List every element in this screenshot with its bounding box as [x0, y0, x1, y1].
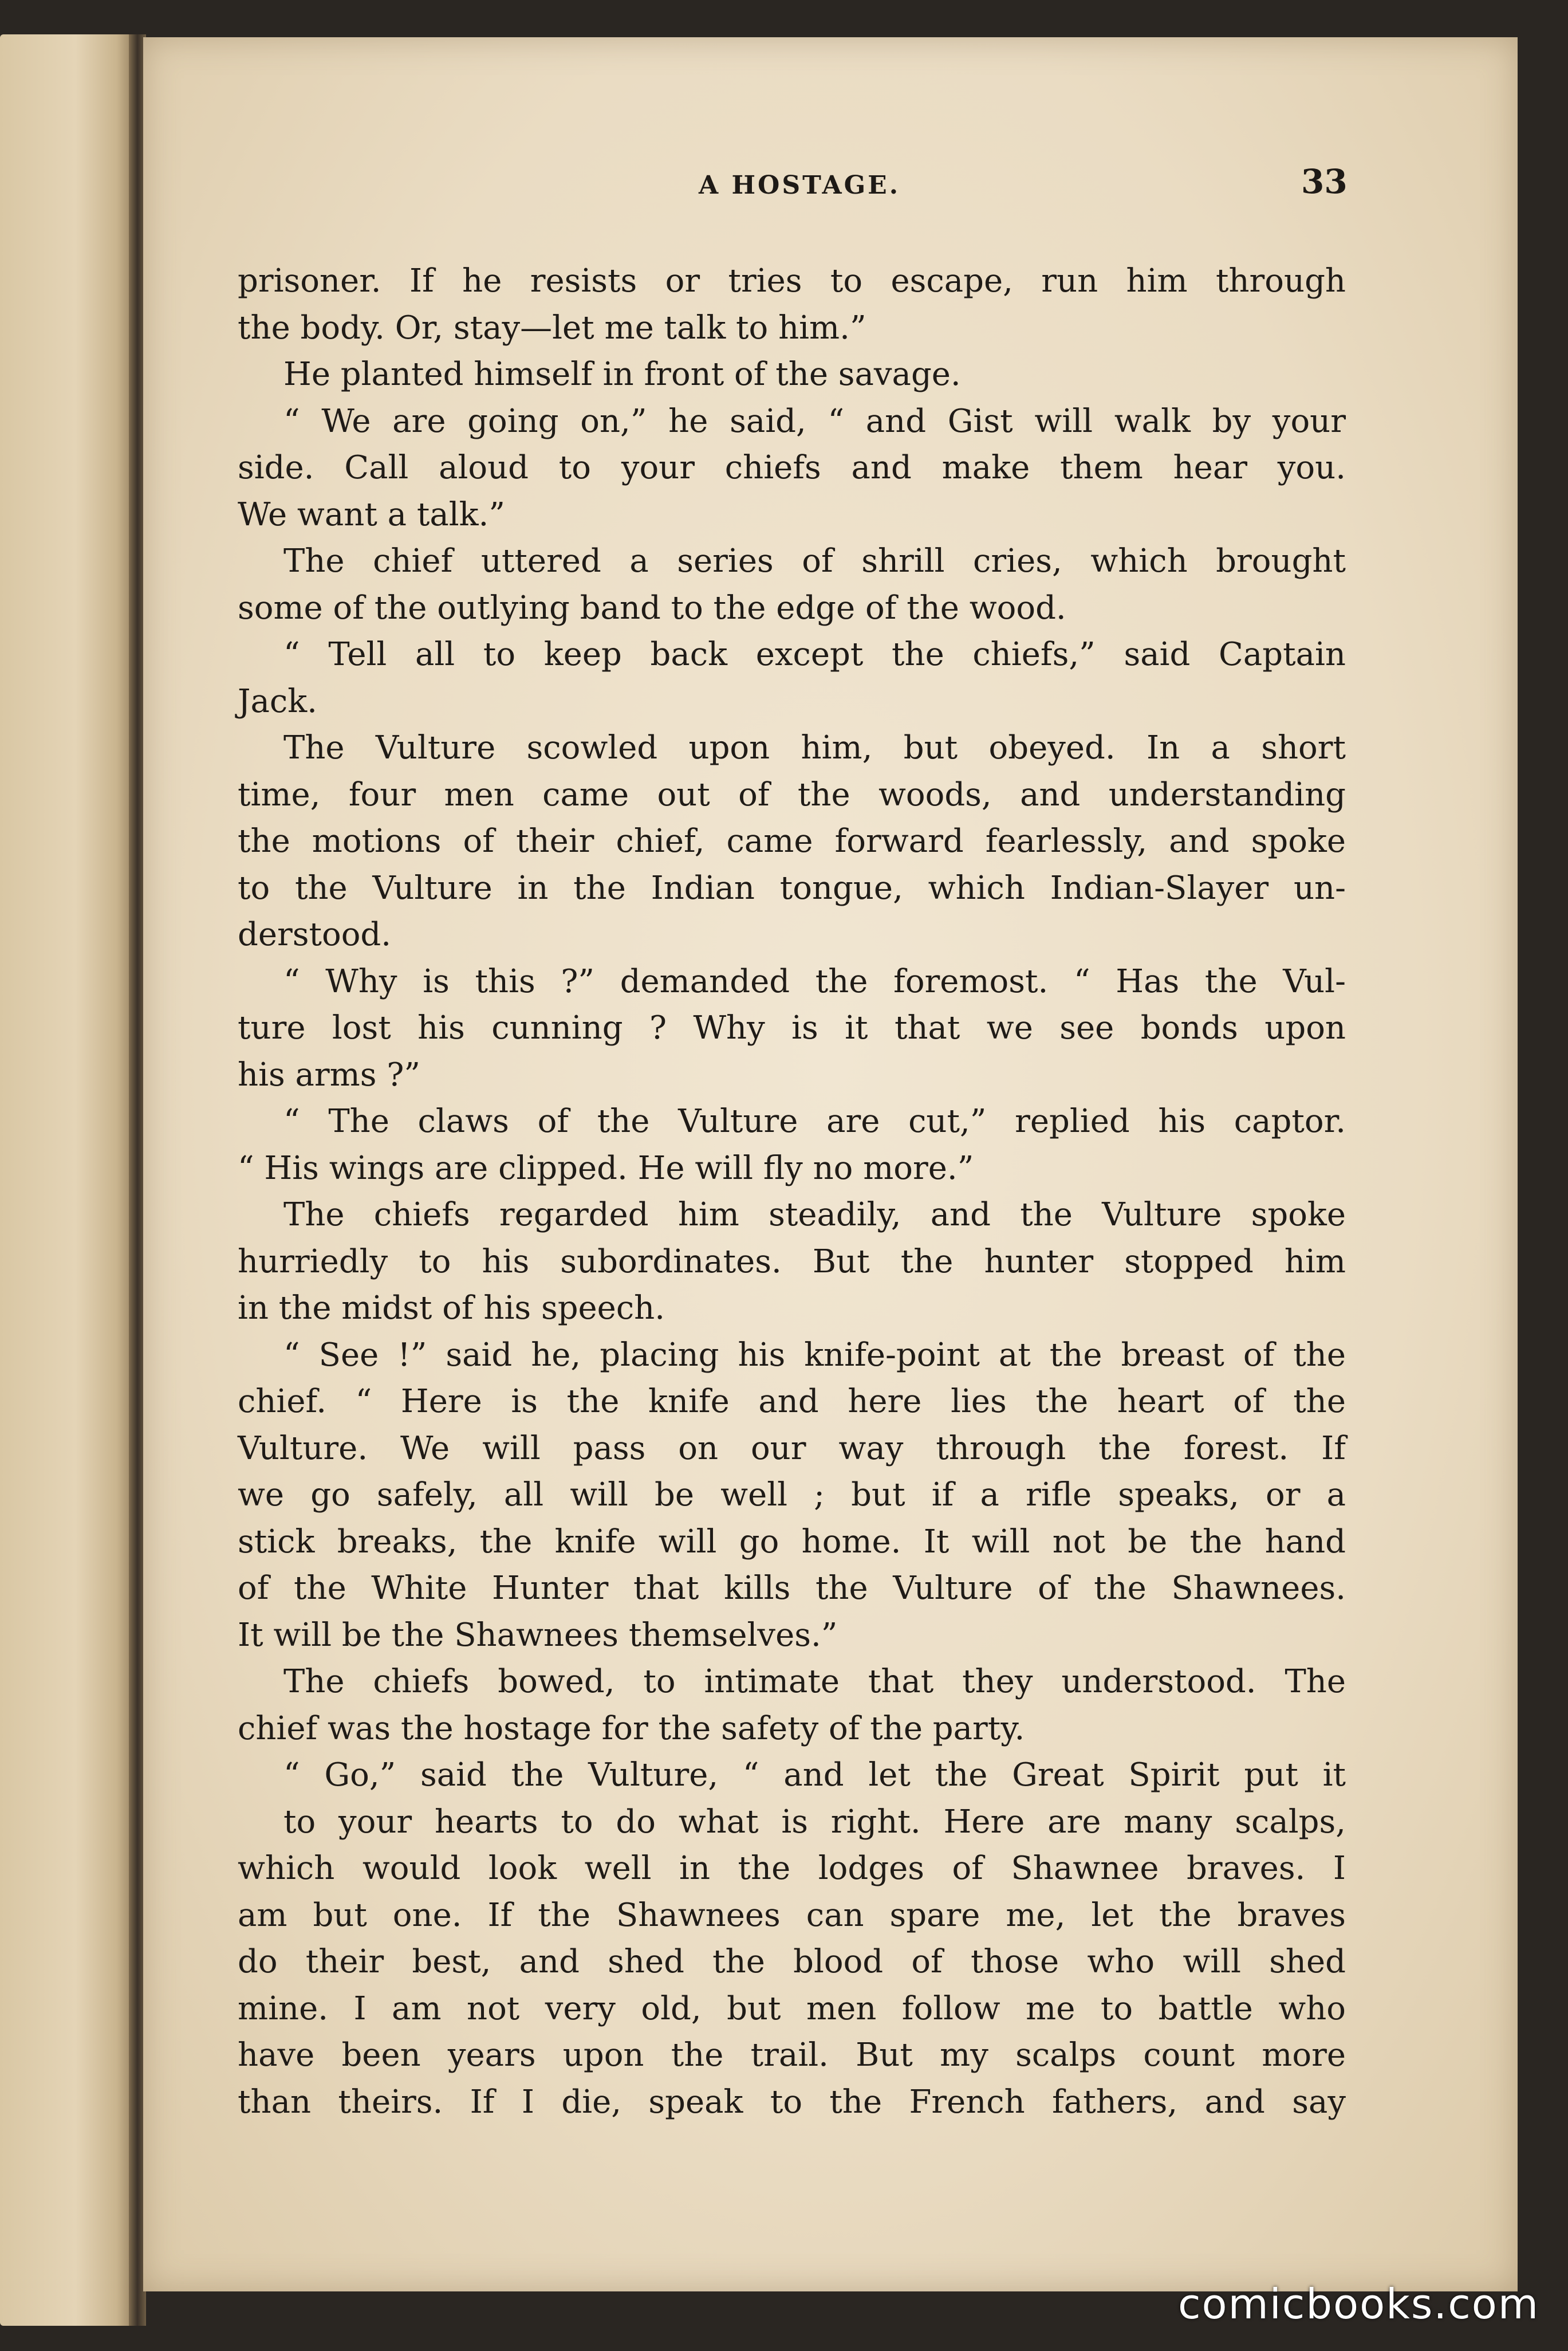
page-number: 33: [1301, 162, 1348, 201]
running-header: A HOSTAGE.: [699, 171, 901, 200]
text-line: in the midst of his speech.: [238, 1289, 665, 1327]
text-line: derstood.: [238, 916, 392, 953]
text-line: his arms ?”: [238, 1056, 420, 1094]
text-line: “ The claws of the Vulture are cut,” replied his captor.: [283, 1103, 1346, 1140]
text-line: chief was the hostage for the safety of the party.: [238, 1709, 1025, 1747]
text-line: am but one. If the Shawnees can spare me, let the braves: [238, 1896, 1346, 1934]
text-line: “ Why is this ?” demanded the foremost. “ Has the Vul-: [283, 962, 1346, 1000]
text-line: hurriedly to his subordinates. But the hunter stopped him: [238, 1243, 1346, 1280]
text-line: The chiefs bowed, to intimate that they understood. The: [283, 1663, 1346, 1700]
text-line: have been years upon the trail. But my scalps count more: [238, 2037, 1346, 2074]
text-line: “ His wings are clipped. He will fly no more.”: [238, 1149, 974, 1187]
text-line: “ See !” said he, placing his knife-point at the breast of the: [283, 1336, 1346, 1374]
text-line: some of the outlying band to the edge of the wood.: [238, 589, 1066, 627]
text-line: “ Tell all to keep back except the chiefs,” said Captain: [283, 636, 1346, 673]
text-line: mine. I am not very old, but men follow me to battle who: [238, 1990, 1346, 2027]
text-line: the body. Or, stay—let me talk to him.”: [238, 309, 866, 347]
text-line: which would look well in the lodges of Shawnee braves. I: [238, 1850, 1346, 1887]
text-line: We want a talk.”: [238, 496, 505, 533]
text-line: do their best, and shed the blood of those who will shed: [238, 1943, 1346, 1980]
body-text: [238, 258, 1346, 2125]
text-line: “ Go,” said the Vulture, “ and let the Great Spirit put it: [283, 1756, 1346, 1794]
text-line: time, four men came out of the woods, and understanding: [238, 776, 1346, 813]
watermark: comicbooks.com: [1177, 2280, 1539, 2328]
text-line: chief. “ Here is the knife and here lies the heart of the: [238, 1383, 1346, 1420]
text-line: stick breaks, the knife will go home. It will not be the hand: [238, 1523, 1346, 1560]
text-line: the motions of their chief, came forward fearlessly, and spoke: [238, 823, 1346, 860]
text-line: to your hearts to do what is right. Here are many scalps,: [283, 1803, 1346, 1841]
text-line: He planted himself in front of the savage.: [283, 356, 961, 393]
text-line: prisoner. If he resists or tries to escape, run him through: [238, 262, 1346, 300]
text-line: side. Call aloud to your chiefs and make them hear you.: [238, 449, 1346, 486]
text-line: The chiefs regarded him steadily, and the Vulture spoke: [283, 1196, 1346, 1233]
text-line: Vulture. We will pass on our way through the forest. If: [238, 1429, 1346, 1467]
left-page-edge: [0, 34, 137, 2326]
text-line: “ We are going on,” he said, “ and Gist will walk by your: [283, 402, 1346, 440]
text-line: Jack.: [238, 682, 317, 720]
text-line: The chief uttered a series of shrill cries, which brought: [283, 542, 1346, 580]
text-line: we go safely, all will be well ; but if a rifle speaks, or a: [238, 1476, 1346, 1513]
text-line: It will be the Shawnees themselves.”: [238, 1616, 838, 1654]
text-line: of the White Hunter that kills the Vulture of the Shawnees.: [238, 1570, 1346, 1607]
text-line: The Vulture scowled upon him, but obeyed. In a short: [283, 729, 1346, 766]
text-line: ture lost his cunning ? Why is it that we see bonds upon: [238, 1009, 1346, 1047]
text-line: than theirs. If I die, speak to the French fathers, and say: [238, 2083, 1346, 2121]
text-line: to the Vulture in the Indian tongue, which Indian-Slayer un-: [238, 869, 1346, 907]
